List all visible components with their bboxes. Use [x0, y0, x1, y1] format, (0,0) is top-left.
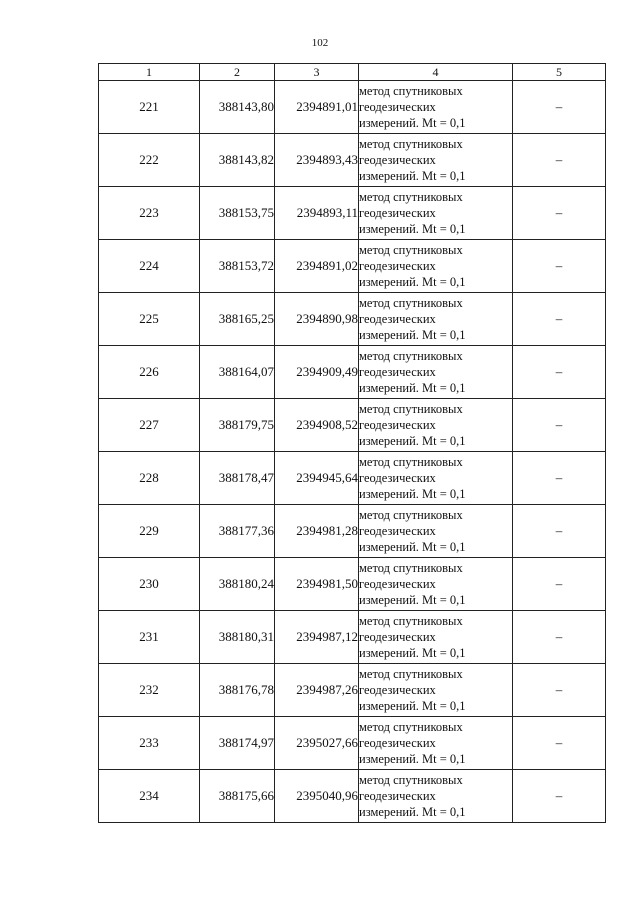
note-cell: –: [513, 346, 606, 399]
table-row: [99, 346, 606, 399]
x-coordinate-cell: 388180,31: [200, 611, 275, 664]
note-cell: –: [513, 717, 606, 770]
method-line: геодезических: [359, 789, 436, 803]
page-number: 102: [311, 37, 329, 49]
x-coordinate-cell: 388177,36: [200, 505, 275, 558]
y-coordinate-cell: 2394891,02: [275, 240, 359, 293]
header-row: [99, 64, 606, 81]
point-number-cell: 234: [99, 770, 200, 823]
method-line: измерений. Mt = 0,1: [359, 169, 466, 183]
x-coordinate-cell: 388164,07: [200, 346, 275, 399]
table-row: [99, 664, 606, 717]
method-line: метод спутниковых: [359, 773, 463, 787]
method-cell: [359, 770, 513, 823]
method-line: геодезических: [359, 418, 436, 432]
method-line: измерений. Mt = 0,1: [359, 699, 466, 713]
header-col-1: 1: [99, 64, 200, 81]
method-line: метод спутниковых: [359, 614, 463, 628]
method-line: метод спутниковых: [359, 296, 463, 310]
note-cell: –: [513, 187, 606, 240]
note-cell: –: [513, 611, 606, 664]
method-line: геодезических: [359, 206, 436, 220]
point-number-cell: 223: [99, 187, 200, 240]
note-cell: –: [513, 664, 606, 717]
point-number-cell: 227: [99, 399, 200, 452]
note-cell: –: [513, 770, 606, 823]
point-number-cell: 230: [99, 558, 200, 611]
note-cell: –: [513, 293, 606, 346]
x-coordinate-cell: 388153,72: [200, 240, 275, 293]
y-coordinate-cell: 2394908,52: [275, 399, 359, 452]
method-cell: [359, 664, 513, 717]
method-cell: [359, 293, 513, 346]
y-coordinate-cell: 2394890,98: [275, 293, 359, 346]
method-cell: [359, 187, 513, 240]
x-coordinate-cell: 388180,24: [200, 558, 275, 611]
method-line: измерений. Mt = 0,1: [359, 805, 466, 819]
header-col-4: 4: [359, 64, 513, 81]
y-coordinate-cell: 2394893,43: [275, 134, 359, 187]
y-coordinate-cell: 2395040,96: [275, 770, 359, 823]
table-row: [99, 717, 606, 770]
table-row: [99, 505, 606, 558]
point-number-cell: 225: [99, 293, 200, 346]
point-number-cell: 221: [99, 81, 200, 134]
point-number-cell: 231: [99, 611, 200, 664]
header-col-5: 5: [513, 64, 606, 81]
method-cell: [359, 240, 513, 293]
y-coordinate-cell: 2394987,26: [275, 664, 359, 717]
method-line: геодезических: [359, 736, 436, 750]
method-line: геодезических: [359, 630, 436, 644]
x-coordinate-cell: 388153,75: [200, 187, 275, 240]
method-line: измерений. Mt = 0,1: [359, 275, 466, 289]
method-line: метод спутниковых: [359, 720, 463, 734]
method-cell: [359, 558, 513, 611]
method-line: геодезических: [359, 524, 436, 538]
y-coordinate-cell: 2394981,50: [275, 558, 359, 611]
x-coordinate-cell: 388176,78: [200, 664, 275, 717]
note-cell: –: [513, 240, 606, 293]
method-line: измерений. Mt = 0,1: [359, 381, 466, 395]
method-cell: [359, 611, 513, 664]
table-row: [99, 611, 606, 664]
method-line: метод спутниковых: [359, 402, 463, 416]
method-cell: [359, 346, 513, 399]
method-line: метод спутниковых: [359, 455, 463, 469]
note-cell: –: [513, 81, 606, 134]
method-line: геодезических: [359, 471, 436, 485]
point-number-cell: 232: [99, 664, 200, 717]
method-cell: [359, 399, 513, 452]
method-line: измерений. Mt = 0,1: [359, 487, 466, 501]
table-row: [99, 240, 606, 293]
header-col-2: 2: [200, 64, 275, 81]
y-coordinate-cell: 2394981,28: [275, 505, 359, 558]
point-number-cell: 222: [99, 134, 200, 187]
method-line: измерений. Mt = 0,1: [359, 434, 466, 448]
note-cell: –: [513, 505, 606, 558]
header-col-3: 3: [275, 64, 359, 81]
x-coordinate-cell: 388178,47: [200, 452, 275, 505]
y-coordinate-cell: 2394891,01: [275, 81, 359, 134]
table-row: [99, 134, 606, 187]
method-cell: [359, 134, 513, 187]
table-row: [99, 187, 606, 240]
table-row: [99, 770, 606, 823]
method-line: метод спутниковых: [359, 508, 463, 522]
method-cell: [359, 717, 513, 770]
point-number-cell: 233: [99, 717, 200, 770]
method-line: измерений. Mt = 0,1: [359, 328, 466, 342]
method-line: геодезических: [359, 153, 436, 167]
method-line: измерений. Mt = 0,1: [359, 540, 466, 554]
y-coordinate-cell: 2394945,64: [275, 452, 359, 505]
note-cell: –: [513, 134, 606, 187]
method-line: метод спутниковых: [359, 667, 463, 681]
method-line: геодезических: [359, 577, 436, 591]
method-line: измерений. Mt = 0,1: [359, 752, 466, 766]
x-coordinate-cell: 388143,82: [200, 134, 275, 187]
method-line: измерений. Mt = 0,1: [359, 222, 466, 236]
method-line: метод спутниковых: [359, 243, 463, 257]
method-line: метод спутниковых: [359, 561, 463, 575]
y-coordinate-cell: 2394909,49: [275, 346, 359, 399]
point-number-cell: 226: [99, 346, 200, 399]
method-line: измерений. Mt = 0,1: [359, 646, 466, 660]
x-coordinate-cell: 388174,97: [200, 717, 275, 770]
x-coordinate-cell: 388143,80: [200, 81, 275, 134]
x-coordinate-cell: 388165,25: [200, 293, 275, 346]
method-cell: [359, 81, 513, 134]
table-row: [99, 558, 606, 611]
table-row: [99, 452, 606, 505]
method-line: геодезических: [359, 259, 436, 273]
point-number-cell: 229: [99, 505, 200, 558]
x-coordinate-cell: 388179,75: [200, 399, 275, 452]
method-line: метод спутниковых: [359, 190, 463, 204]
method-line: метод спутниковых: [359, 349, 463, 363]
coordinates-table: [98, 63, 606, 823]
y-coordinate-cell: 2394987,12: [275, 611, 359, 664]
method-line: метод спутниковых: [359, 84, 463, 98]
x-coordinate-cell: 388175,66: [200, 770, 275, 823]
method-line: измерений. Mt = 0,1: [359, 116, 466, 130]
method-line: геодезических: [359, 100, 436, 114]
note-cell: –: [513, 558, 606, 611]
method-line: геодезических: [359, 365, 436, 379]
note-cell: –: [513, 399, 606, 452]
table-row: [99, 399, 606, 452]
method-line: геодезических: [359, 312, 436, 326]
method-cell: [359, 452, 513, 505]
y-coordinate-cell: 2395027,66: [275, 717, 359, 770]
y-coordinate-cell: 2394893,11: [275, 187, 359, 240]
point-number-cell: 224: [99, 240, 200, 293]
method-line: измерений. Mt = 0,1: [359, 593, 466, 607]
table-row: [99, 293, 606, 346]
method-cell: [359, 505, 513, 558]
point-number-cell: 228: [99, 452, 200, 505]
method-line: геодезических: [359, 683, 436, 697]
table-row: [99, 81, 606, 134]
method-line: метод спутниковых: [359, 137, 463, 151]
note-cell: –: [513, 452, 606, 505]
